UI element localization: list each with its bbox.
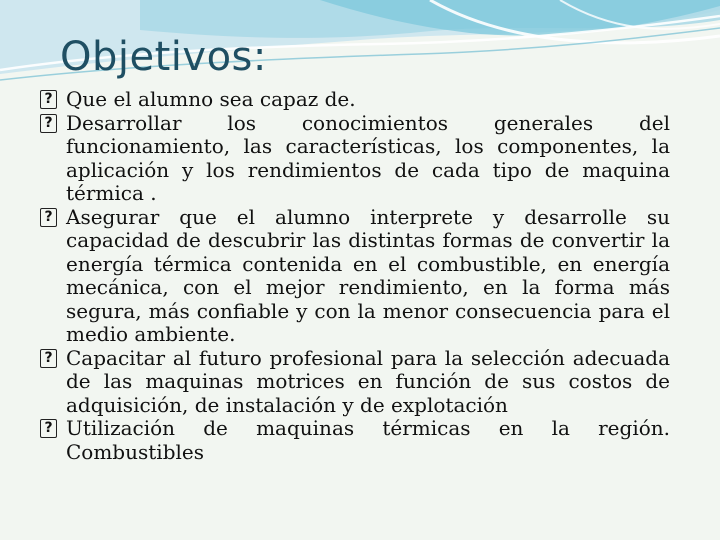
bullet-item — [38, 417, 670, 464]
missing-glyph-icon: ? — [40, 208, 57, 227]
bullet-text: Capacitar al futuro profesional para la selección adecuada de las maquinas motrices en función de sus costos de adquisición, de instalación y de explotación — [66, 345, 670, 417]
bullet-text: Asegurar que el alumno interprete y desarrolle su capacidad de descubrir las distintas formas de convertir la energía térmica contenida en el combustible, en energía mecánica, con el mejor rendimiento, en la forma más segura, más confiable y con la menor consecuencia para el medio ambiente. — [66, 204, 670, 346]
bullet-item — [38, 347, 670, 418]
bullet-text: Desarrollar los conocimientos generales del funcionamiento, las características, los componentes, la aplicación y los rendimientos de cada tipo de maquina térmica . — [66, 110, 670, 205]
missing-glyph-icon: ? — [40, 419, 57, 438]
missing-glyph-icon: ? — [40, 90, 57, 109]
bullet-list — [38, 88, 670, 464]
bullet-item — [38, 88, 670, 112]
slide-title: Objetivos: — [60, 34, 267, 80]
missing-glyph-icon: ? — [40, 114, 57, 133]
bullet-text: Utilización de maquinas térmicas en la región. Combustibles — [66, 416, 670, 464]
bullet-text: Que el alumno sea capaz de. — [66, 87, 356, 111]
bullet-item — [38, 206, 670, 347]
missing-glyph-icon: ? — [40, 349, 57, 368]
bullet-item — [38, 112, 670, 206]
